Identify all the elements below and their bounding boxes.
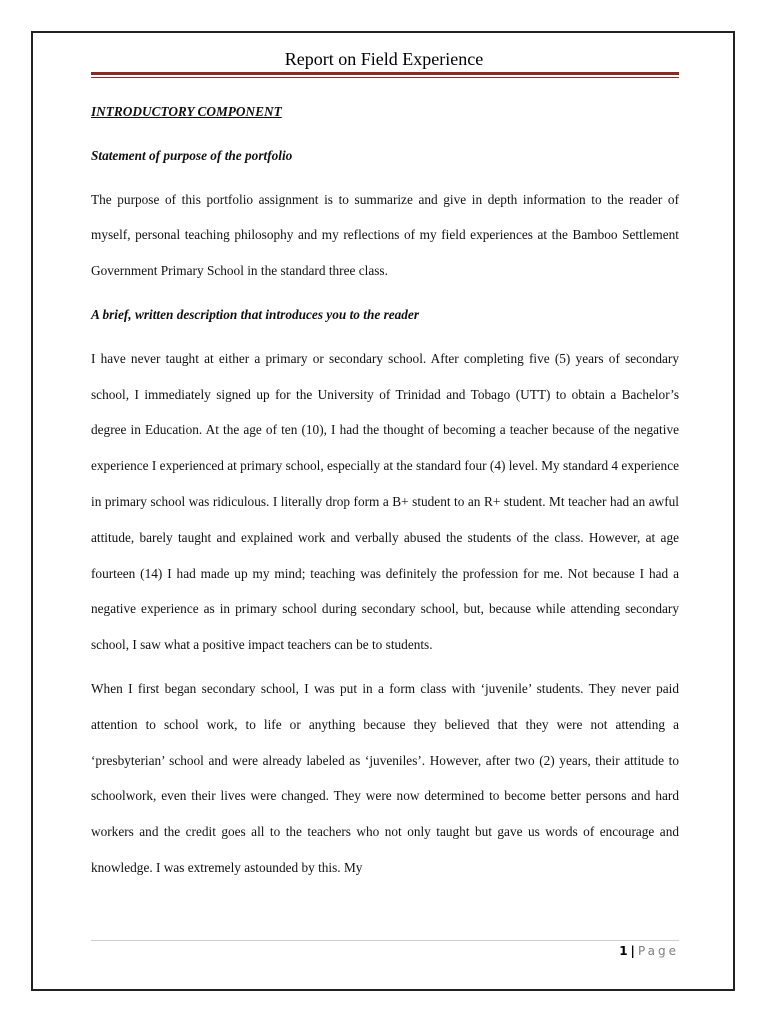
page-number: 1: [619, 944, 628, 958]
section-heading-introductory: INTRODUCTORY COMPONENT: [91, 104, 282, 119]
page-label: Page: [637, 944, 679, 958]
header-rule-thin: [91, 77, 679, 78]
paragraph-introduction: I have never taught at either a primary or secondary school. After completing five (5) years of secondary school, I immediately signed up for the University of Trinidad and Tobago (UTT) to obtain a Bachelor’s degree in Education. At the age of ten (10), I had the thought of becoming a teacher because of the negative experience I experienced at primary school, especially at the standard four (4) level. My standard 4 experience in primary school was ridiculous. I literally drop form a B+ student to an R+ student. Mt teacher had an awful attitude, barely taught and explained work and verbally abused the students of the class. However, at age fourteen (14) I had made up my mind; teaching was definitely the profession for me. Not because I had a negative experience as in primary school during secondary school, but, because while attending secondary school, I saw what a positive impact teachers can be to students.: [91, 350, 679, 653]
footer-separator: |: [630, 944, 635, 958]
paragraph-purpose: The purpose of this portfolio assignment is to summarize and give in depth information to the reader of myself, personal teaching philosophy and my reflections of my field experiences at the Bamboo Settlement Government Primary School in the standard three class.: [91, 191, 679, 279]
subheading-description: A brief, written description that introduces you to the reader: [91, 306, 420, 322]
header-rule-thick: [91, 72, 679, 75]
paragraph-secondary-school: When I first began secondary school, I was put in a form class with ‘juvenile’ students. They never paid attention to school work, to life or anything because they believed that they were not attending a ‘presbyterian’ school and were already labeled as ‘juveniles’. However, after two (2) years, their attitude to schoolwork, even their lives were changed. They were now determined to become better persons and hard workers and the credit goes all to the teachers who not only taught but gave us words of encourage and knowledge. I was extremely astounded by this. My: [91, 680, 679, 875]
footer-rule: [91, 940, 679, 941]
document-header-title: Report on Field Experience: [284, 49, 484, 69]
page-footer: [619, 944, 679, 958]
subheading-purpose: Statement of purpose of the portfolio: [91, 147, 293, 163]
document-body: [91, 94, 679, 886]
